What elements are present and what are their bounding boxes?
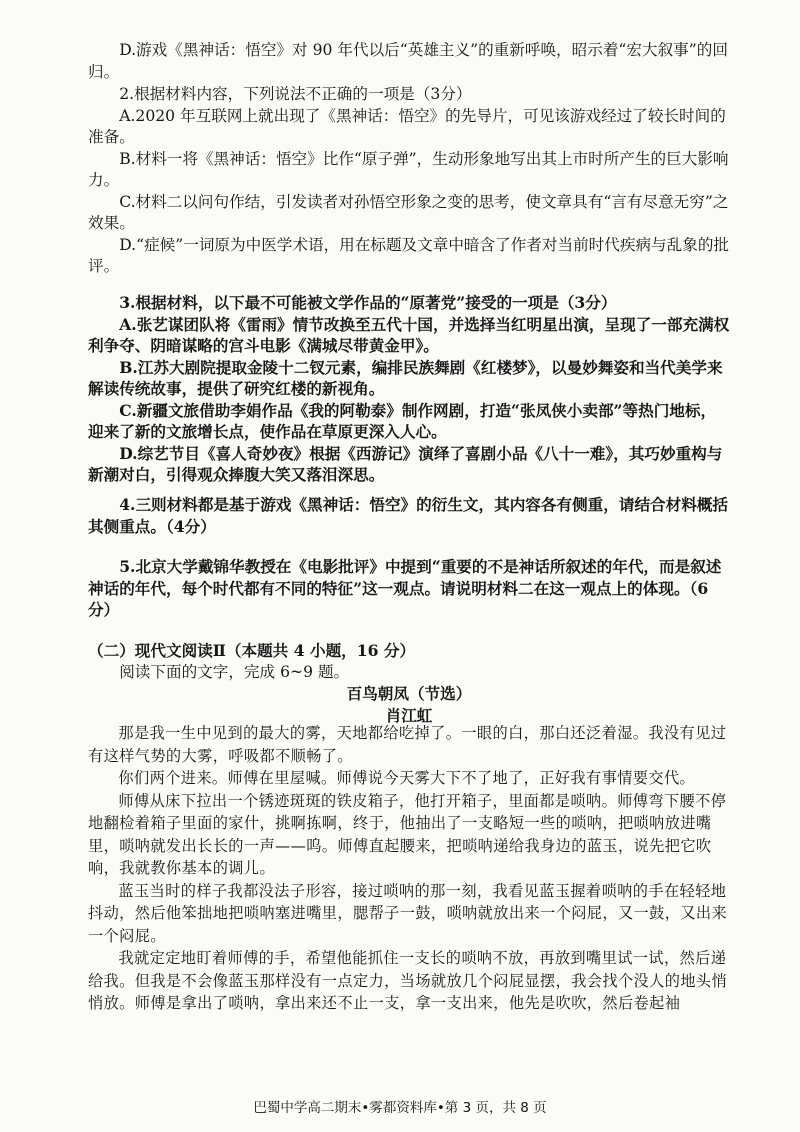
- story-body: [88, 722, 730, 1015]
- section-2-heading: （二）现代文阅读Ⅱ（本题共 4 小题，16 分）: [88, 641, 416, 660]
- story-title: 百鸟朝凤（节选）: [346, 684, 472, 703]
- q2-stem: 2.根据材料内容，下列说法不正确的一项是（3分）: [119, 85, 472, 103]
- q4-text: 4.三则材料都是基于游戏《黑神话：悟空》的衍生文，其内容各有侧重，请结合材料概括其侧重点。（4分）: [88, 495, 729, 536]
- q2-option-d: D.“症候”一词原为中医学术语，用在标题及文章中暗含了作者对当前时代疾病与乱象的批评。: [88, 235, 730, 275]
- story-paragraph: 我就定定地盯着师傅的手，希望他能抓住一支长的唢呐不放，再放到嘴里试一试，然后递给我。但我是不会像蓝玉那样没有一点定力，当场就放几个闷屁显摆，我会找个没人的地头悄悄放。师傅是拿出了唢呐，拿出来还不止一支，拿一支出来，他先是吹吹，然后卷起袖: [88, 949, 728, 1012]
- story-paragraph: 师傅从床下拉出一个锈迹斑斑的铁皮箱子，他打开箱子，里面都是唢呐。师傅弯下腰不停地翻检着箱子里面的家什，挑啊拣啊，终于，他抽出了一支略短一些的唢呐，把唢呐放进嘴里，唢呐就发出长长的一声——呜。师傅直起腰来，把唢呐递给我身边的蓝玉，说先把它吹响，我就教你基本的调儿。: [88, 791, 727, 877]
- q3-option-a: A.张艺谋团队将《雷雨》情节改换至五代十国，并选择当红明星出演，呈现了一部充满权利争夺、阴暗谋略的宫斗电影《满城尽带黄金甲》。: [88, 314, 730, 355]
- q3-option-b: B.江苏大剧院提取金陵十二钗元素，编排民族舞剧《红楼梦》，以曼妙舞姿和当代美学来解读传统故事，提供了研究红楼的新视角。: [88, 357, 723, 398]
- story-paragraph: 你们两个进来。师傅在里屋喊。师傅说今天雾大下不了地了，正好我有事情要交代。: [118, 769, 696, 787]
- story-paragraph: 蓝玉当时的样子我都没法子形容，接过唢呐的那一刻，我看见蓝玉握着唢呐的手在轻轻地抖动，然后他笨拙地把唢呐塞进嘴里，腮帮子一鼓，唢呐就放出来一个闷屁，又一鼓，又出来一个闷屁。: [88, 881, 728, 945]
- q3-option-c: C.新疆文旅借助李娟作品《我的阿勒泰》制作网剧，打造“张凤侠小卖部”等热门地标，迎来了新的文旅增长点，使作品在草原更深入人心。: [88, 400, 717, 441]
- question-2: [88, 84, 730, 278]
- question-4: [88, 494, 730, 537]
- q2-option-b: B.材料一将《黑神话：悟空》比作“原子弹”，生动形象地写出其上市时所产生的巨大影响力。: [88, 149, 729, 189]
- q1-option-d: D.游戏《黑神话：悟空》对 90 年代以后“英雄主义”的重新呼唤，昭示着“宏大叙事”的回归。: [88, 41, 728, 81]
- section-2-instruction: 阅读下面的文字，完成 6~9 题。: [119, 662, 350, 681]
- q2-option-c: C.材料二以问句作结，引发读者对孙悟空形象之变的思考，使文章具有“言有尽意无穷”之效果。: [88, 192, 729, 232]
- q2-option-a: A.2020 年互联网上就出现了《黑神话：悟空》的先导片，可见该游戏经过了较长时间的准备。: [88, 106, 726, 146]
- q5-text: 5.北京大学戴锦华教授在《电影批评》中提到“重要的不是神话所叙述的年代，而是叙述神话的年代，每个时代都有不同的特征”这一观点。请说明材料二在这一观点上的体现。（6分）: [88, 557, 722, 619]
- story-author: 肖江虹: [385, 705, 433, 725]
- question-3: [88, 292, 730, 486]
- question-1-tail: [88, 40, 730, 83]
- story-paragraph: 那是我一生中见到的最大的雾，天地都给吃掉了。一眼的白，那白还泛着湿。我没有见过有这样气势的大雾，呼吸都不顺畅了。: [88, 724, 727, 765]
- section-2-header: [88, 640, 730, 726]
- q3-option-d: D.综艺节目《喜人奇妙夜》根据《西游记》演绎了喜剧小品《八十一难》，其巧妙重构与新潮对白，引得观众捧腹大笑又落泪深思。: [88, 443, 723, 484]
- question-5: [88, 556, 730, 621]
- page-footer: 巴蜀中学高二期末•雾都资料库•第 3 页，共 8 页: [253, 1100, 547, 1116]
- q3-stem: 3.根据材料，以下最不可能被文学作品的“原著党”接受的一项是（3分）: [119, 293, 617, 312]
